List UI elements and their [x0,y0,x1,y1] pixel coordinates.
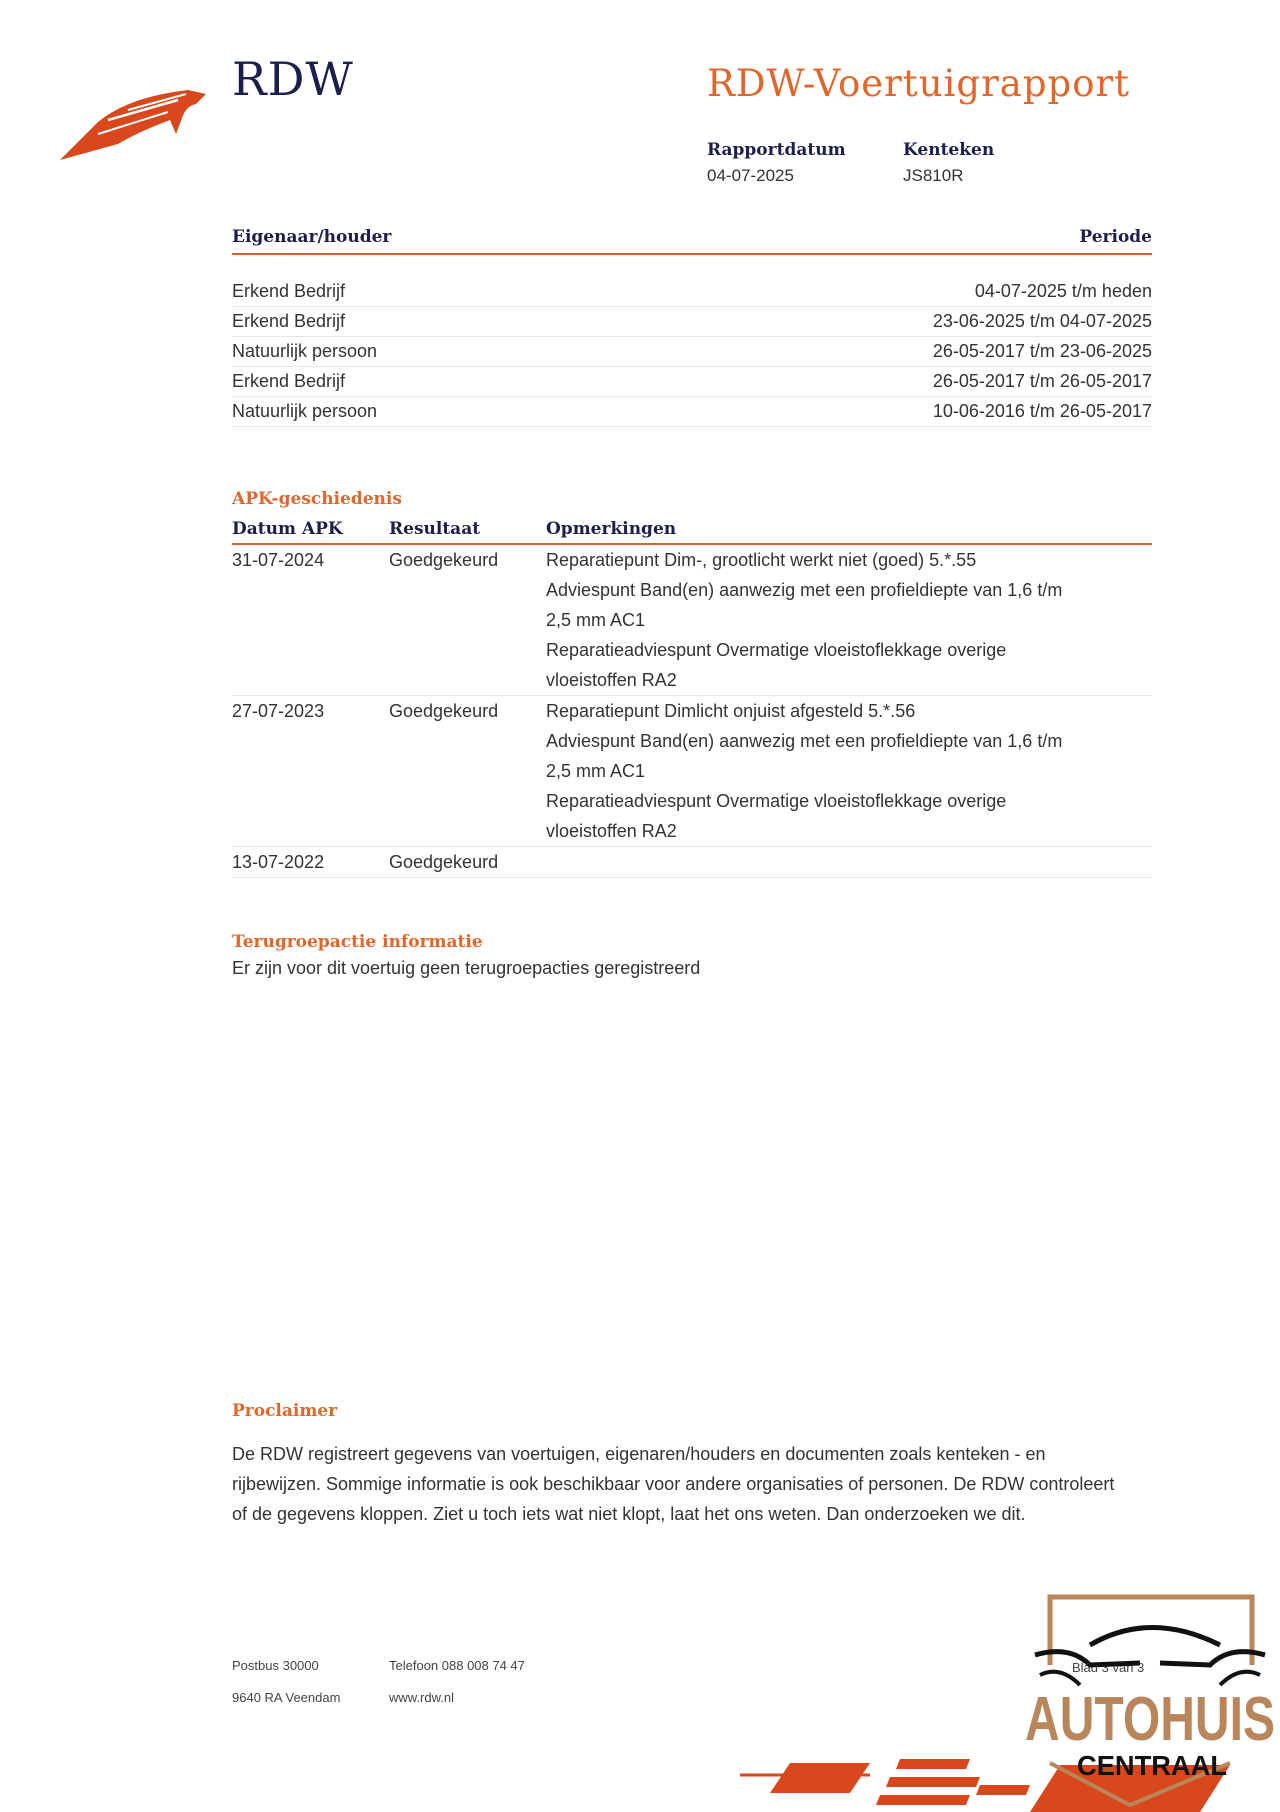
owner-cell: Erkend Bedrijf [232,371,346,391]
apk-row [232,545,1152,696]
apk-remarks [546,545,1152,695]
owner-column-header: Eigenaar/houder [232,227,392,247]
apk-header [232,509,1152,545]
owners-table [232,227,1152,427]
dealer-name-bottom: CENTRAAL [1077,1750,1227,1781]
recall-title: Terugroepactie informatie [232,932,483,952]
plate-value: JS810R [903,166,964,185]
apk-result: Goedgekeurd [389,701,499,721]
remark-line: Reparatieadviespunt Overmatige vloeistoflekkage overige [546,640,1007,660]
owners-header [232,227,1152,255]
remark-line: Reparatiepunt Dim-, grootlicht werkt niet (goed) 5.*.55 [546,550,977,570]
apk-title: APK-geschiedenis [232,489,402,509]
period-cell: 26-05-2017 t/m 26-05-2017 [932,371,1152,391]
proclaimer-section [232,1401,1152,1529]
apk-result: Goedgekeurd [389,550,499,570]
owner-cell: Natuurlijk persoon [232,401,378,421]
apk-history [232,489,1152,878]
owner-row [232,367,1152,397]
recall-text: Er zijn voor dit voertuig geen terugroepacties geregistreerd [232,958,701,978]
report-date-label: Rapportdatum [707,140,846,160]
owner-row [232,307,1152,337]
brand-name: RDW [232,52,354,106]
remark-line: Reparatiepunt Dimlicht onjuist afgesteld 5.*.56 [546,701,916,721]
apk-date-header: Datum APK [232,519,343,539]
remark-line: 2,5 mm AC1 [546,761,646,781]
period-cell: 26-05-2017 t/m 23-06-2025 [932,341,1152,361]
apk-result-header: Resultaat [389,519,481,539]
apk-date: 13-07-2022 [232,852,325,872]
owner-row [232,397,1152,427]
owner-cell: Erkend Bedrijf [232,281,346,301]
apk-result: Goedgekeurd [389,852,499,872]
apk-remarks-header: Opmerkingen [546,519,677,539]
period-cell: 23-06-2025 t/m 04-07-2025 [932,311,1152,331]
owner-row [232,277,1152,307]
proclaimer-text: De RDW registreert gegevens van voertuigen, eigenaren/houders en documenten zoals kenteken - en rijbewijzen. Sommige informatie is ook beschikbaar voor andere organisaties of personen. De RDW controleert of de gegevens kloppen. Ziet u toch iets wat niet klopt, laat het ons weten. Dan onderzoeken we dit. [232,1444,1115,1524]
report-date-value: 04-07-2025 [707,166,794,185]
footer-phone: Telefoon 088 008 74 47 [389,1658,525,1673]
period-column-header: Periode [1079,227,1152,247]
period-cell: 04-07-2025 t/m heden [974,281,1152,301]
remark-line: vloeistoffen RA2 [546,670,677,690]
page-number: Blad 3 van 3 [1072,1660,1145,1675]
footer-address-1: Postbus 30000 [232,1658,319,1673]
apk-row [232,696,1152,847]
remark-line: Adviespunt Band(en) aanwezig met een profieldiepte van 1,6 t/m [546,731,1063,751]
report-title: RDW-Voertuigrapport [707,62,1131,105]
rdw-logo-icon [58,82,208,162]
apk-row [232,847,1152,878]
apk-date: 31-07-2024 [232,550,325,570]
dealer-logo-icon [1020,1585,1280,1812]
plate-block [903,140,994,186]
plate-label: Kenteken [903,140,995,160]
recall-section [232,932,1152,979]
remark-line: 2,5 mm AC1 [546,610,646,630]
remark-line: Adviespunt Band(en) aanwezig met een profieldiepte van 1,6 t/m [546,580,1063,600]
apk-date: 27-07-2023 [232,701,325,721]
apk-remarks [546,696,1152,846]
remark-line: Reparatieadviespunt Overmatige vloeistoflekkage overige [546,791,1007,811]
owner-cell: Natuurlijk persoon [232,341,378,361]
dealer-name-top: AUTOHUIS [1025,1685,1275,1754]
owner-cell: Erkend Bedrijf [232,311,346,331]
proclaimer-title: Proclaimer [232,1401,338,1421]
remark-line: vloeistoffen RA2 [546,821,677,841]
owner-row [232,337,1152,367]
footer-website[interactable]: www.rdw.nl [389,1690,455,1705]
apk-remarks [546,847,1152,877]
report-date-block [707,140,846,186]
period-cell: 10-06-2016 t/m 26-05-2017 [932,401,1152,421]
footer-address-2: 9640 RA Veendam [232,1690,341,1705]
